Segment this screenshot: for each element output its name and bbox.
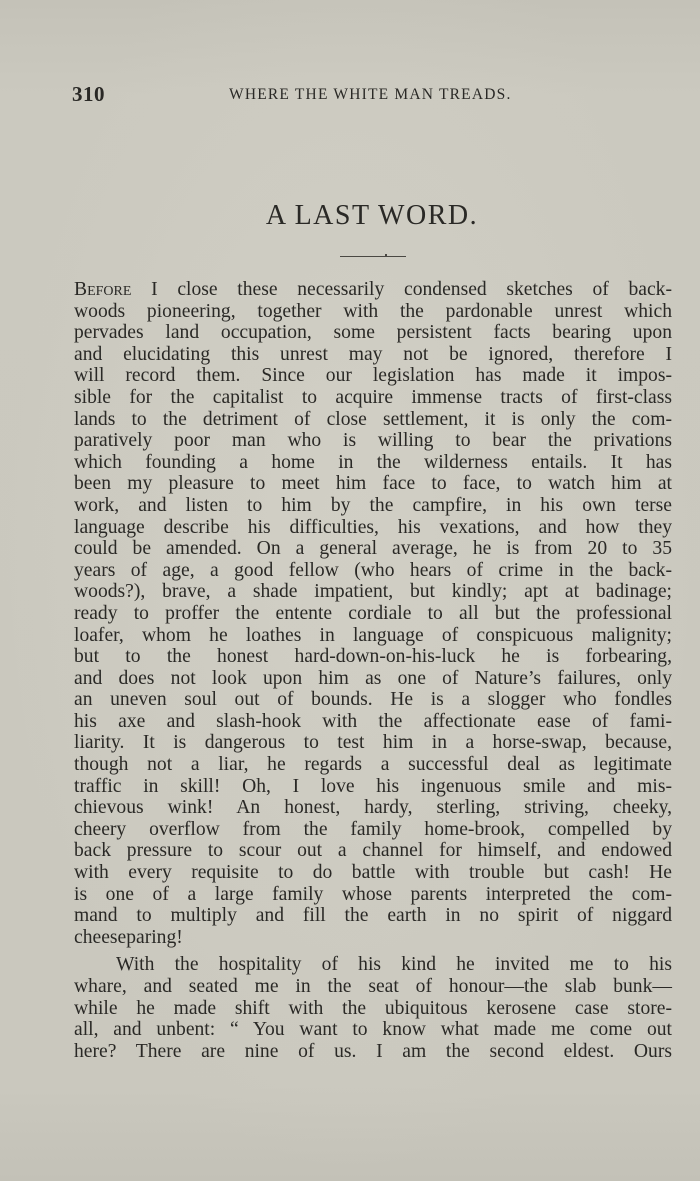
paragraph-lead-small-caps: Before bbox=[74, 279, 132, 300]
text-line: and elucidating this unrest may not be ignored, therefore I bbox=[74, 343, 672, 365]
title-rule bbox=[340, 256, 406, 257]
text-line: woods?), brave, a shade impatient, but kindly; apt at badinage; bbox=[74, 581, 672, 603]
text-line: been my pleasure to meet him face to face, to watch him at bbox=[74, 473, 672, 495]
text-line: chievous wink! An honest, hardy, sterling, striving, cheeky, bbox=[74, 797, 672, 819]
text-line: whare, and seated me in the seat of honour—the slab bunk— bbox=[74, 976, 672, 997]
text-line: here? There are nine of us. I am the second eldest. Ours bbox=[74, 1040, 672, 1062]
text-line: years of age, a good fellow (who hears of crime in the back- bbox=[74, 559, 672, 581]
text-line: with every requisite to do battle with trouble but cash! He bbox=[74, 862, 672, 884]
text-line: ready to proffer the entente cordiale to all but the professional bbox=[74, 602, 672, 624]
page-number: 310 bbox=[72, 82, 105, 106]
text-line: an uneven soul out of bounds. He is a slogger who fondles bbox=[74, 689, 672, 711]
body-text bbox=[74, 279, 672, 1062]
running-head bbox=[72, 82, 672, 108]
text-line: cheeseparing! bbox=[74, 926, 183, 948]
text-line: loafer, whom he loathes in language of conspicuous malignity; bbox=[74, 624, 672, 646]
text-line: sible for the capitalist to acquire immense tracts of first-class bbox=[74, 386, 672, 408]
text-line: will record them. Since our legislation has made it impos- bbox=[74, 365, 672, 387]
text-line: pervades land occupation, some persistent facts bearing upon bbox=[74, 322, 672, 344]
text-line: With the hospitality of his kind he invited me to his bbox=[116, 954, 672, 976]
text-line: while he made shift with the ubiquitous kerosene case store- bbox=[74, 997, 672, 1019]
text-line: mand to multiply and fill the earth in no spirit of niggard bbox=[74, 905, 672, 927]
text-line bbox=[74, 279, 672, 301]
paragraph bbox=[74, 279, 672, 948]
text-line: language describe his difficulties, his vexations, and how they bbox=[74, 516, 672, 538]
text-line: paratively poor man who is willing to bear the privations bbox=[74, 430, 672, 452]
text-line: work, and listen to him by the campfire, in his own terse bbox=[74, 494, 672, 516]
text-line: liarity. It is dangerous to test him in a horse-swap, because, bbox=[74, 732, 672, 754]
paragraph bbox=[74, 954, 672, 1062]
running-title: WHERE THE WHITE MAN TREADS. bbox=[229, 86, 512, 103]
text-line-content: I close these necessarily condensed sketches of back- bbox=[151, 279, 672, 300]
text-line: and does not look upon him as one of Nature’s failures, only bbox=[74, 667, 672, 689]
text-line: but to the honest hard-down-on-his-luck he is forbearing, bbox=[74, 646, 672, 668]
text-line: cheery overflow from the family home-brook, compelled by bbox=[74, 818, 672, 840]
title-rule-ornament bbox=[385, 254, 387, 257]
text-line: traffic in skill! Oh, I love his ingenuous smile and mis- bbox=[74, 775, 672, 797]
text-line: all, and unbent: “ You want to know what made me come out bbox=[74, 1019, 672, 1041]
text-line: is one of a large family whose parents interpreted the com- bbox=[74, 883, 672, 905]
text-line: lands to the detriment of close settlement, it is only the com- bbox=[74, 408, 672, 430]
text-line: woods pioneering, together with the pardonable unrest which bbox=[74, 300, 672, 322]
text-line: back pressure to scour out a channel for himself, and endowed bbox=[74, 840, 672, 862]
text-line: his axe and slash-hook with the affectionate ease of fami- bbox=[74, 710, 672, 732]
text-line: could be amended. On a general average, he is from 20 to 35 bbox=[74, 538, 672, 560]
chapter-title: A LAST WORD. bbox=[265, 200, 479, 231]
text-line: which founding a home in the wilderness entails. It has bbox=[74, 451, 672, 473]
text-line: though not a liar, he regards a successful deal as legitimate bbox=[74, 754, 672, 776]
